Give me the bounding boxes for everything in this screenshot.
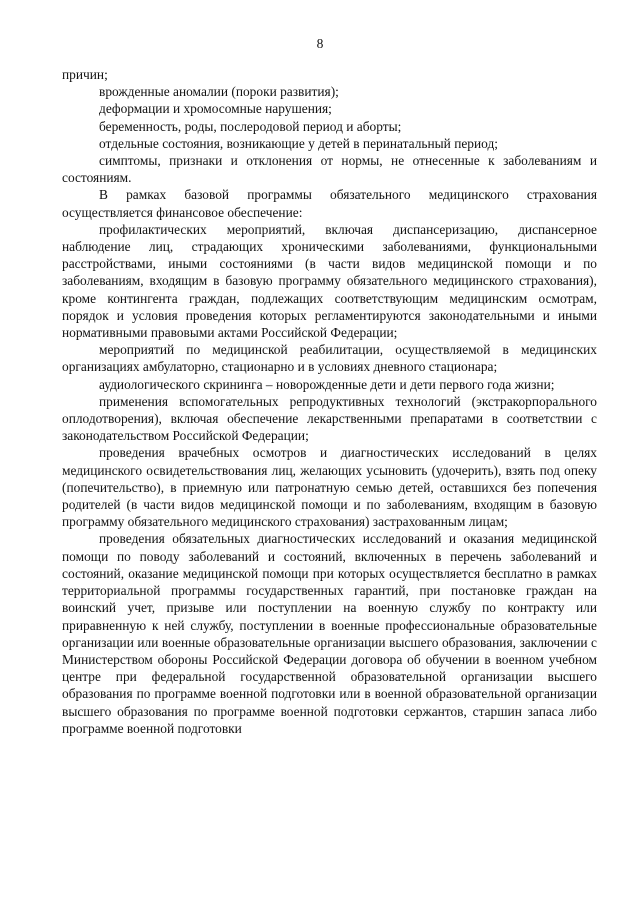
paragraph: причин; [62,67,108,82]
list-item: отдельные состояния, возникающие у детей в перинатальный период; [99,135,499,151]
list-item: деформации и хромосомные нарушения; [99,101,332,117]
paragraph: В рамках базовой программы обязательного медицинского страхования осуществляется финансовое обеспечение: [62,187,597,220]
list-item: мероприятий по медицинской реабилитации, осуществляемой в медицинских организациях амбулаторно, стационарно и в условиях дневного стационара; [62,342,597,375]
list-item: врожденные аномалии (пороки развития); [99,84,339,100]
page-number: 8 [316,36,324,51]
list-item: проведения обязательных диагностических исследований и оказания медицинской помощи по поводу заболеваний и состояний, включенных в перечень заболеваний и состояний, оказание медицинской помощи при которых осуществляется бесплатно в рамках территориальной программы государственных гарантий, при постановке граждан на воинский учет, призыве или поступлении на военную службу по контракту или приравненную к ней службу, поступлении в военные профессиональные образовательные организации или военные образовательные организации высшего образования, заключении с Министерством обороны Российской Федерации договора об обучении в военном учебном центре при федеральной государственной образовательной организации высшего образования по программе военной подготовки или в военной образовательной организации высшего образования по программе военной подготовки сержантов, старшин запаса либо программе военной подготовки [62,531,597,736]
list-item: проведения врачебных осмотров и диагностических исследований в целях медицинского освидетельствования лиц, желающих усыновить (удочерить), взять под опеку (попечительство), в приемную или патронатную семью детей, оставшихся без попечения родителей (в части видов медицинской помощи и по заболеваниям, входящим в базовую программу обязательного медицинского страхования) застрахованным лицам; [62,445,597,530]
list-item: применения вспомогательных репродуктивных технологий (экстракорпорального оплодотворения), включая обеспечение лекарственными препаратами в соответствии с законодательством Российской Федерации; [62,393,597,444]
page-body [62,66,597,737]
list-item: симптомы, признаки и отклонения от нормы, не отнесенные к заболеваниям и состояниям. [62,153,597,186]
list-item: профилактических мероприятий, включая диспансеризацию, диспансерное наблюдение лиц, страдающих хроническими заболеваниями, функциональными расстройствами, иными состояниями (в части видов медицинской помощи и по заболеваниям, входящим в базовую программу обязательного медицинского страхования), кроме контингента граждан, подлежащих соответствующим медицинским осмотрам, порядок и условия проведения которых регламентируются законодательными и иными нормативными правовыми актами Российской Федерации; [62,221,597,341]
list-item: аудиологического скрининга – новорожденные дети и дети первого года жизни; [99,376,555,392]
list-item: беременность, роды, послеродовой период и аборты; [99,118,402,134]
